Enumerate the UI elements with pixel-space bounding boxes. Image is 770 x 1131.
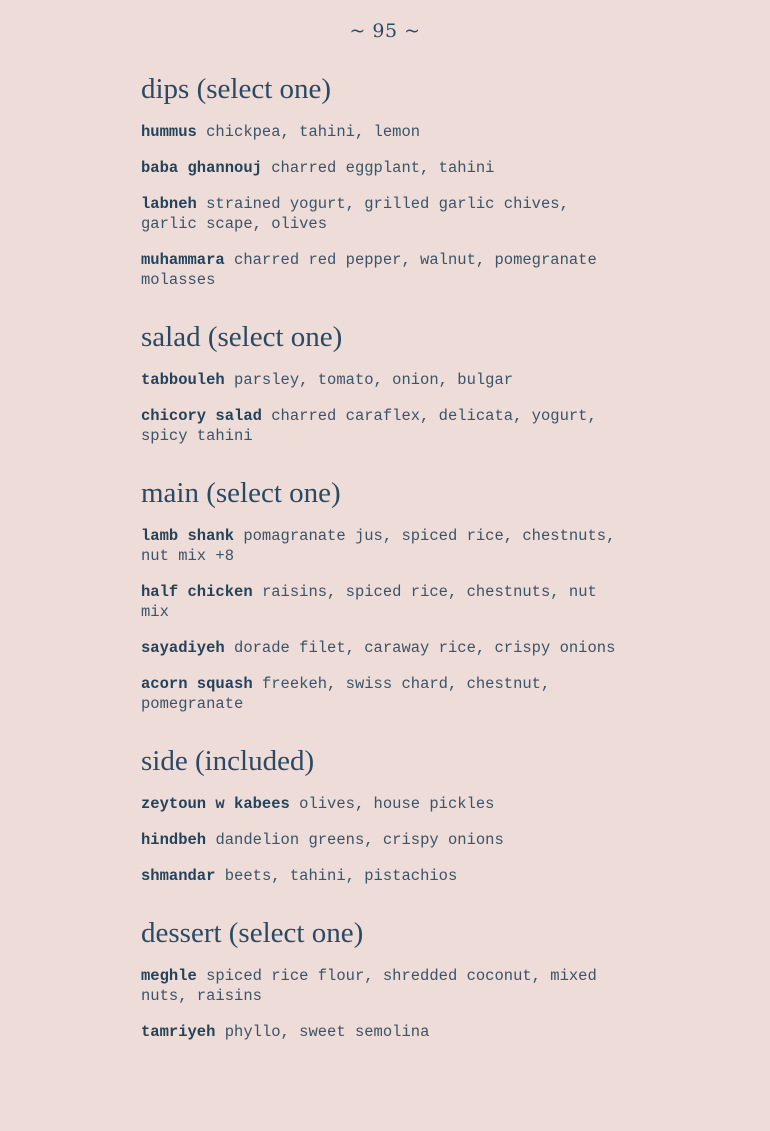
- section-main: [141, 474, 621, 714]
- item-name: sayadiyeh: [141, 639, 225, 657]
- item-description: strained yogurt, grilled garlic chives, garlic scape, olives: [141, 195, 569, 233]
- menu-item: [141, 1022, 621, 1042]
- menu-item: [141, 250, 621, 290]
- item-name: lamb shank: [141, 527, 235, 545]
- section-title: salad (select one): [141, 321, 343, 353]
- menu-item: [141, 638, 621, 658]
- item-name: tabbouleh: [141, 371, 225, 389]
- menu-list: [141, 70, 621, 1070]
- menu-item: [141, 122, 621, 142]
- menu-item: [141, 370, 621, 390]
- item-name: hindbeh: [141, 831, 207, 849]
- item-description: dandelion greens, crispy onions: [215, 831, 504, 849]
- price-label: ~ 95 ~: [349, 20, 421, 42]
- item-description: charred eggplant, tahini: [271, 159, 495, 177]
- section-salad: [141, 318, 621, 446]
- item-name: meghle: [141, 967, 197, 985]
- section-title: dips (select one): [141, 73, 332, 105]
- item-name: acorn squash: [141, 675, 253, 693]
- item-description: dorade filet, caraway rice, crispy onions: [234, 639, 616, 657]
- item-name: half chicken: [141, 583, 253, 601]
- item-name: labneh: [141, 195, 197, 213]
- section-dips: [141, 70, 621, 290]
- item-description: charred red pepper, walnut, pomegranate molasses: [141, 251, 597, 289]
- section-title: dessert (select one): [141, 917, 364, 949]
- item-description: phyllo, sweet semolina: [224, 1023, 430, 1041]
- item-description: pomagranate jus, spiced rice, chestnuts, nut mix +8: [141, 527, 616, 565]
- item-description: olives, house pickles: [299, 795, 495, 813]
- menu-item: [141, 674, 621, 714]
- menu-item: [141, 966, 621, 1006]
- item-description: spiced rice flour, shredded coconut, mixed nuts, raisins: [141, 967, 597, 1005]
- item-name: muhammara: [141, 251, 225, 269]
- item-name: baba ghannouj: [141, 159, 262, 177]
- item-description: chickpea, tahini, lemon: [206, 123, 421, 141]
- menu-item: [141, 406, 621, 446]
- menu-item: [141, 794, 621, 814]
- item-name: zeytoun w kabees: [141, 795, 290, 813]
- item-description: parsley, tomato, onion, bulgar: [234, 371, 514, 389]
- item-description: raisins, spiced rice, chestnuts, nut mix: [141, 583, 597, 621]
- menu-item: [141, 830, 621, 850]
- section-title: main (select one): [141, 477, 341, 509]
- menu-item: [141, 582, 621, 622]
- menu-item: [141, 194, 621, 234]
- item-name: chicory salad: [141, 407, 262, 425]
- item-description: freekeh, swiss chard, chestnut, pomegranate: [141, 675, 551, 713]
- section-side: [141, 742, 621, 886]
- menu-item: [141, 526, 621, 566]
- item-name: shmandar: [141, 867, 216, 885]
- item-name: hummus: [141, 123, 197, 141]
- item-description: beets, tahini, pistachios: [224, 867, 458, 885]
- item-name: tamriyeh: [141, 1023, 216, 1041]
- menu-item: [141, 158, 621, 178]
- item-description: charred caraflex, delicata, yogurt, spicy tahini: [141, 407, 597, 445]
- section-title: side (included): [141, 745, 315, 777]
- section-dessert: [141, 914, 621, 1042]
- menu-item: [141, 866, 621, 886]
